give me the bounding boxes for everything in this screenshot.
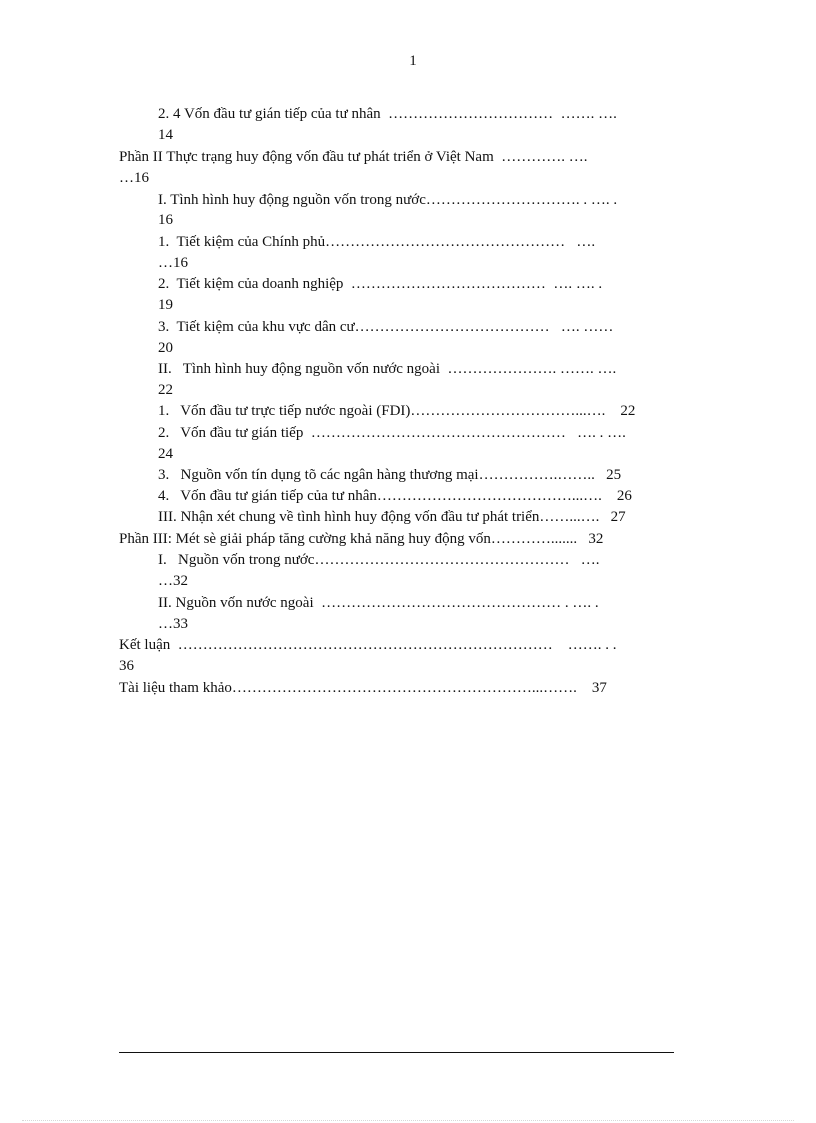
toc-entry-2: 2. Tiết kiệm của doanh nghiệp ………………………………… …. …. . [158,276,603,292]
toc-entry-page: 20 [158,340,173,356]
toc-entry-section-3: III. Nhận xét chung về tình hình huy động vốn đầu tư phát triển……...…. 27 [158,509,626,525]
toc-entry-domestic: I. Nguồn vốn trong nước…………………………………………… …. [158,552,600,568]
toc-entry-page: 14 [158,127,173,143]
toc-entry-part-3: Phần III: Mét sè giải pháp tăng cường khả năng huy động vốn…………....... 32 [119,531,604,547]
toc-entry-1: 1. Tiết kiệm của Chính phủ………………………………………… …. [158,234,596,250]
toc-entry-page: 24 [158,446,173,462]
page-bottom-border [22,1120,794,1121]
toc-entry-page: …32 [158,573,188,589]
toc-entry-private-indirect: 4. Vốn đầu tư gián tiếp của tư nhân…………………………………...…. 26 [158,488,632,504]
toc-entry-page: …16 [158,255,188,271]
footer-rule [119,1052,674,1053]
toc-entry-section-1: I. Tình hình huy động nguồn vốn trong nước…………………………. . …. . [158,192,618,208]
toc-entry-page: 22 [158,382,173,398]
toc-entry-references: Tài liệu tham khảo……………………………………………………...……. 37 [119,680,607,696]
toc-entry-page: 16 [158,212,173,228]
toc-entry-fdi: 1. Vốn đầu tư trực tiếp nước ngoài (FDI)……………………………...…. 22 [158,403,636,419]
toc-entry-credit: 3. Nguồn vốn tín dụng tõ các ngân hàng thương mại…………….…….. 25 [158,467,622,483]
toc-entry-indirect: 2. Vốn đầu tư gián tiếp …………………………………………… …. . …. [158,425,626,441]
toc-entry-page: …16 [119,170,149,186]
toc-entry-page: …33 [158,616,188,632]
toc-entry-page: 19 [158,297,173,313]
toc-entry-conclusion: Kết luận ………………………………………………………………… ……. . . [119,637,617,653]
toc-entry-page: 36 [119,658,134,674]
toc-entry-2-4: 2. 4 Vốn đầu tư gián tiếp của tư nhân …………………………… ……. …. [158,106,617,122]
toc-entry-foreign: II. Nguồn vốn nước ngoài ………………………………………… . …. . [158,595,599,611]
page-number: 1 [409,53,417,69]
toc-entry-section-2: II. Tình hình huy động nguồn vốn nước ngoài …………………. ……. …. [158,361,617,377]
toc-entry-3: 3. Tiết kiệm của khu vực dân cư………………………………… …. …… [158,319,614,335]
toc-entry-part-2: Phần II Thực trạng huy động vốn đầu tư phát triển ở Việt Nam …………. …. [119,149,588,165]
